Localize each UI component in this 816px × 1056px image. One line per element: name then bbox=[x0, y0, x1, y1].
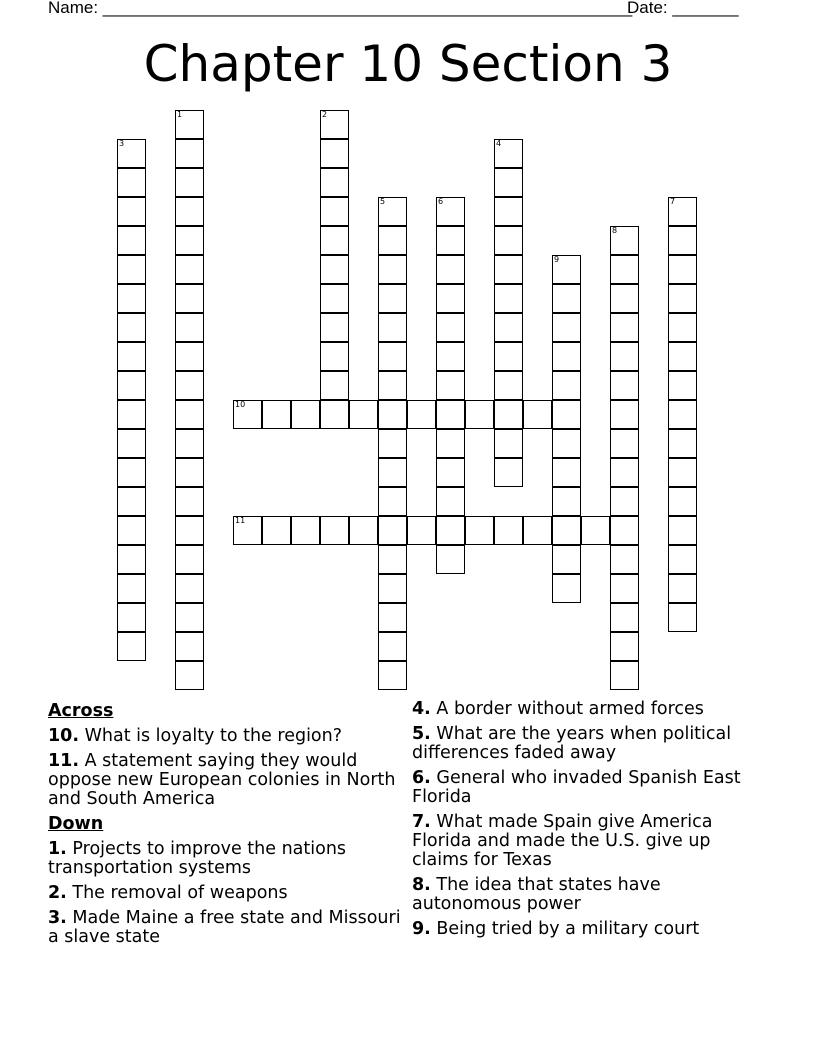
crossword-cell[interactable] bbox=[436, 516, 465, 545]
crossword-cell[interactable] bbox=[610, 255, 639, 284]
crossword-cell[interactable] bbox=[117, 284, 146, 313]
crossword-cell[interactable] bbox=[494, 255, 523, 284]
crossword-cell[interactable] bbox=[436, 371, 465, 400]
crossword-cell[interactable] bbox=[175, 487, 204, 516]
crossword-cell[interactable] bbox=[668, 603, 697, 632]
clues-right-column bbox=[412, 700, 762, 945]
clue-text: What are the years when political differences faded away bbox=[412, 724, 732, 763]
clue-down-1 bbox=[48, 840, 408, 878]
crossword-cell[interactable] bbox=[668, 284, 697, 313]
crossword-cell[interactable] bbox=[117, 197, 146, 226]
crossword-cell[interactable] bbox=[117, 139, 146, 168]
crossword-cell[interactable] bbox=[610, 342, 639, 371]
clue-number: 4. bbox=[412, 699, 431, 719]
crossword-cell[interactable] bbox=[610, 632, 639, 661]
clue-across-10 bbox=[48, 727, 408, 746]
clue-number: 10. bbox=[48, 726, 80, 746]
crossword-cell[interactable] bbox=[436, 284, 465, 313]
crossword-cell[interactable] bbox=[552, 284, 581, 313]
crossword-cell[interactable] bbox=[117, 574, 146, 603]
crossword-cell[interactable] bbox=[610, 313, 639, 342]
clue-number: 7. bbox=[412, 812, 431, 832]
crossword-cell[interactable] bbox=[117, 458, 146, 487]
crossword-cell[interactable] bbox=[552, 458, 581, 487]
crossword-cell[interactable] bbox=[668, 545, 697, 574]
clue-text: A statement saying they would oppose new European colonies in North and South America bbox=[48, 751, 396, 809]
crossword-cell[interactable] bbox=[494, 516, 523, 545]
crossword-cell[interactable] bbox=[117, 487, 146, 516]
crossword-cell[interactable] bbox=[436, 255, 465, 284]
cell-number: 8 bbox=[612, 226, 618, 235]
crossword-cell[interactable] bbox=[320, 110, 349, 139]
crossword-cell[interactable] bbox=[494, 226, 523, 255]
crossword-cell[interactable] bbox=[320, 168, 349, 197]
crossword-cell[interactable] bbox=[117, 603, 146, 632]
clue-number: 2. bbox=[48, 883, 67, 903]
crossword-cell[interactable] bbox=[494, 400, 523, 429]
clue-down-7 bbox=[412, 813, 762, 870]
crossword-cell[interactable] bbox=[668, 458, 697, 487]
crossword-cell[interactable] bbox=[494, 371, 523, 400]
crossword-cell[interactable] bbox=[117, 632, 146, 661]
cell-number: 11 bbox=[235, 516, 246, 525]
crossword-cell[interactable] bbox=[668, 226, 697, 255]
clue-down-3 bbox=[48, 909, 408, 947]
cell-number: 5 bbox=[380, 197, 386, 206]
crossword-cell[interactable] bbox=[117, 313, 146, 342]
clue-number: 6. bbox=[412, 768, 431, 788]
clue-number: 1. bbox=[48, 839, 67, 859]
crossword-cell[interactable] bbox=[175, 574, 204, 603]
clue-down-9 bbox=[412, 920, 762, 939]
crossword-cell[interactable] bbox=[436, 429, 465, 458]
crossword-cell[interactable] bbox=[378, 429, 407, 458]
crossword-cell[interactable] bbox=[494, 429, 523, 458]
clue-text: General who invaded Spanish East Florida bbox=[412, 768, 741, 807]
crossword-cell[interactable] bbox=[175, 661, 204, 690]
crossword-cell[interactable] bbox=[552, 400, 581, 429]
crossword-cell[interactable] bbox=[378, 661, 407, 690]
down-heading: Down bbox=[48, 814, 104, 834]
clue-down-8 bbox=[412, 876, 762, 914]
clue-number: 8. bbox=[412, 875, 431, 895]
clue-text: The removal of weapons bbox=[72, 883, 288, 903]
crossword-cell[interactable] bbox=[349, 400, 378, 429]
crossword-cell[interactable] bbox=[320, 313, 349, 342]
crossword-cell[interactable] bbox=[117, 371, 146, 400]
crossword-cell[interactable] bbox=[610, 429, 639, 458]
crossword-cell[interactable] bbox=[668, 197, 697, 226]
crossword-cell[interactable] bbox=[175, 226, 204, 255]
crossword-cell[interactable] bbox=[175, 371, 204, 400]
crossword-cell[interactable] bbox=[233, 400, 262, 429]
cell-number: 7 bbox=[670, 197, 676, 206]
cell-number: 6 bbox=[438, 197, 444, 206]
clue-text: What is loyalty to the region? bbox=[84, 726, 343, 746]
crossword-cell[interactable] bbox=[378, 632, 407, 661]
crossword-cell[interactable] bbox=[465, 516, 494, 545]
crossword-cell[interactable] bbox=[320, 342, 349, 371]
crossword-cell[interactable] bbox=[610, 487, 639, 516]
crossword-cell[interactable] bbox=[378, 400, 407, 429]
crossword-cell[interactable] bbox=[378, 313, 407, 342]
crossword-cell[interactable] bbox=[407, 516, 436, 545]
crossword-cell[interactable] bbox=[262, 400, 291, 429]
crossword-cell[interactable] bbox=[552, 574, 581, 603]
crossword-cell[interactable] bbox=[378, 545, 407, 574]
crossword-cell[interactable] bbox=[117, 545, 146, 574]
crossword-cell[interactable] bbox=[175, 429, 204, 458]
crossword-cell[interactable] bbox=[494, 342, 523, 371]
crossword-cell[interactable] bbox=[668, 487, 697, 516]
crossword-cell[interactable] bbox=[494, 197, 523, 226]
crossword-cell[interactable] bbox=[552, 371, 581, 400]
crossword-cell[interactable] bbox=[175, 632, 204, 661]
crossword-cell[interactable] bbox=[668, 574, 697, 603]
cell-number: 9 bbox=[554, 255, 560, 264]
crossword-cell[interactable] bbox=[320, 255, 349, 284]
crossword-cell[interactable] bbox=[175, 603, 204, 632]
crossword-cell[interactable] bbox=[668, 400, 697, 429]
crossword-cell[interactable] bbox=[175, 139, 204, 168]
crossword-cell[interactable] bbox=[117, 342, 146, 371]
crossword-cell[interactable] bbox=[117, 516, 146, 545]
crossword-cell[interactable] bbox=[668, 429, 697, 458]
crossword-cell[interactable] bbox=[175, 110, 204, 139]
crossword-cell[interactable] bbox=[610, 226, 639, 255]
clue-number: 11. bbox=[48, 751, 80, 771]
crossword-cell[interactable] bbox=[175, 313, 204, 342]
clue-text: Made Maine a free state and Missouri a slave state bbox=[48, 908, 401, 947]
cell-number: 10 bbox=[235, 400, 246, 409]
clue-down-2 bbox=[48, 884, 408, 903]
clue-text: Projects to improve the nations transportation systems bbox=[48, 839, 347, 878]
crossword-cell[interactable] bbox=[668, 371, 697, 400]
crossword-cell[interactable] bbox=[378, 371, 407, 400]
crossword-cell[interactable] bbox=[436, 487, 465, 516]
crossword-cell[interactable] bbox=[610, 603, 639, 632]
crossword-cell[interactable] bbox=[610, 458, 639, 487]
crossword-cell[interactable] bbox=[610, 400, 639, 429]
clue-across-11 bbox=[48, 752, 408, 809]
crossword-cell[interactable] bbox=[610, 545, 639, 574]
crossword-cell[interactable] bbox=[378, 284, 407, 313]
clue-number: 3. bbox=[48, 908, 67, 928]
crossword-cell[interactable] bbox=[291, 400, 320, 429]
crossword-cell[interactable] bbox=[117, 168, 146, 197]
crossword-cell[interactable] bbox=[552, 255, 581, 284]
crossword-cell[interactable] bbox=[378, 574, 407, 603]
crossword-cell[interactable] bbox=[610, 284, 639, 313]
crossword-cell[interactable] bbox=[436, 458, 465, 487]
crossword-cell[interactable] bbox=[668, 255, 697, 284]
crossword-cell[interactable] bbox=[378, 255, 407, 284]
crossword-cell[interactable] bbox=[436, 313, 465, 342]
crossword-cell[interactable] bbox=[378, 342, 407, 371]
crossword-cell[interactable] bbox=[436, 400, 465, 429]
crossword-cell[interactable] bbox=[668, 342, 697, 371]
crossword-cell[interactable] bbox=[436, 545, 465, 574]
clue-text: Being tried by a military court bbox=[436, 919, 700, 939]
crossword-cell[interactable] bbox=[610, 516, 639, 545]
crossword-cell[interactable] bbox=[436, 197, 465, 226]
crossword-cell[interactable] bbox=[610, 661, 639, 690]
crossword-cell[interactable] bbox=[552, 313, 581, 342]
crossword-cell[interactable] bbox=[320, 371, 349, 400]
crossword-cell[interactable] bbox=[175, 168, 204, 197]
crossword-cell[interactable] bbox=[378, 197, 407, 226]
crossword-cell[interactable] bbox=[291, 516, 320, 545]
clue-text: The idea that states have autonomous power bbox=[412, 875, 661, 914]
clue-text: What made Spain give America Florida and made the U.S. give up claims for Texas bbox=[412, 812, 713, 870]
crossword-cell[interactable] bbox=[610, 371, 639, 400]
crossword-cell[interactable] bbox=[349, 516, 378, 545]
crossword-cell[interactable] bbox=[320, 516, 349, 545]
crossword-cell[interactable] bbox=[407, 400, 436, 429]
crossword-cell[interactable] bbox=[668, 313, 697, 342]
clue-down-6 bbox=[412, 769, 762, 807]
crossword-cell[interactable] bbox=[175, 545, 204, 574]
crossword-cell[interactable] bbox=[494, 168, 523, 197]
crossword-cell[interactable] bbox=[552, 429, 581, 458]
crossword-cell[interactable] bbox=[175, 400, 204, 429]
crossword-cell[interactable] bbox=[465, 400, 494, 429]
crossword-cell[interactable] bbox=[494, 458, 523, 487]
crossword-cell[interactable] bbox=[117, 255, 146, 284]
crossword-cell[interactable] bbox=[552, 545, 581, 574]
crossword-cell[interactable] bbox=[610, 574, 639, 603]
crossword-cell[interactable] bbox=[175, 458, 204, 487]
cell-number: 4 bbox=[496, 139, 502, 148]
crossword-cell[interactable] bbox=[552, 487, 581, 516]
crossword-cell[interactable] bbox=[378, 458, 407, 487]
crossword-cell[interactable] bbox=[378, 603, 407, 632]
crossword-cell[interactable] bbox=[175, 255, 204, 284]
crossword-cell[interactable] bbox=[523, 400, 552, 429]
crossword-cell[interactable] bbox=[378, 487, 407, 516]
clue-down-5 bbox=[412, 725, 762, 763]
crossword-cell[interactable] bbox=[175, 342, 204, 371]
crossword-cell[interactable] bbox=[552, 342, 581, 371]
crossword-cell[interactable] bbox=[320, 226, 349, 255]
cell-number: 3 bbox=[119, 139, 125, 148]
clue-number: 5. bbox=[412, 724, 431, 744]
crossword-cell[interactable] bbox=[117, 226, 146, 255]
crossword-cell[interactable] bbox=[117, 400, 146, 429]
crossword-cell[interactable] bbox=[175, 516, 204, 545]
crossword-cell[interactable] bbox=[668, 516, 697, 545]
crossword-cell[interactable] bbox=[494, 284, 523, 313]
crossword-cell[interactable] bbox=[523, 516, 552, 545]
date-field-label: Date: _______ bbox=[627, 0, 739, 17]
crossword-cell[interactable] bbox=[378, 226, 407, 255]
clues-left-column bbox=[48, 700, 408, 953]
crossword-cell[interactable] bbox=[233, 516, 262, 545]
across-heading: Across bbox=[48, 701, 114, 721]
crossword-cell[interactable] bbox=[175, 197, 204, 226]
crossword-cell[interactable] bbox=[494, 313, 523, 342]
page-title: Chapter 10 Section 3 bbox=[143, 35, 673, 93]
crossword-cell[interactable] bbox=[320, 139, 349, 168]
crossword-cell[interactable] bbox=[552, 516, 581, 545]
name-field-label: Name: ________________________________________________________ bbox=[48, 0, 633, 17]
crossword-cell[interactable] bbox=[320, 197, 349, 226]
crossword-cell[interactable] bbox=[320, 400, 349, 429]
clue-text: A border without armed forces bbox=[436, 699, 704, 719]
crossword-cell[interactable] bbox=[117, 429, 146, 458]
clue-down-4 bbox=[412, 700, 762, 719]
crossword-cell[interactable] bbox=[436, 226, 465, 255]
cell-number: 2 bbox=[322, 110, 328, 119]
crossword-cell[interactable] bbox=[581, 516, 610, 545]
crossword-cell[interactable] bbox=[175, 284, 204, 313]
cell-number: 1 bbox=[177, 110, 183, 119]
clue-number: 9. bbox=[412, 919, 431, 939]
crossword-cell[interactable] bbox=[494, 139, 523, 168]
crossword-cell[interactable] bbox=[320, 284, 349, 313]
crossword-cell[interactable] bbox=[436, 342, 465, 371]
crossword-cell[interactable] bbox=[262, 516, 291, 545]
crossword-cell[interactable] bbox=[378, 516, 407, 545]
